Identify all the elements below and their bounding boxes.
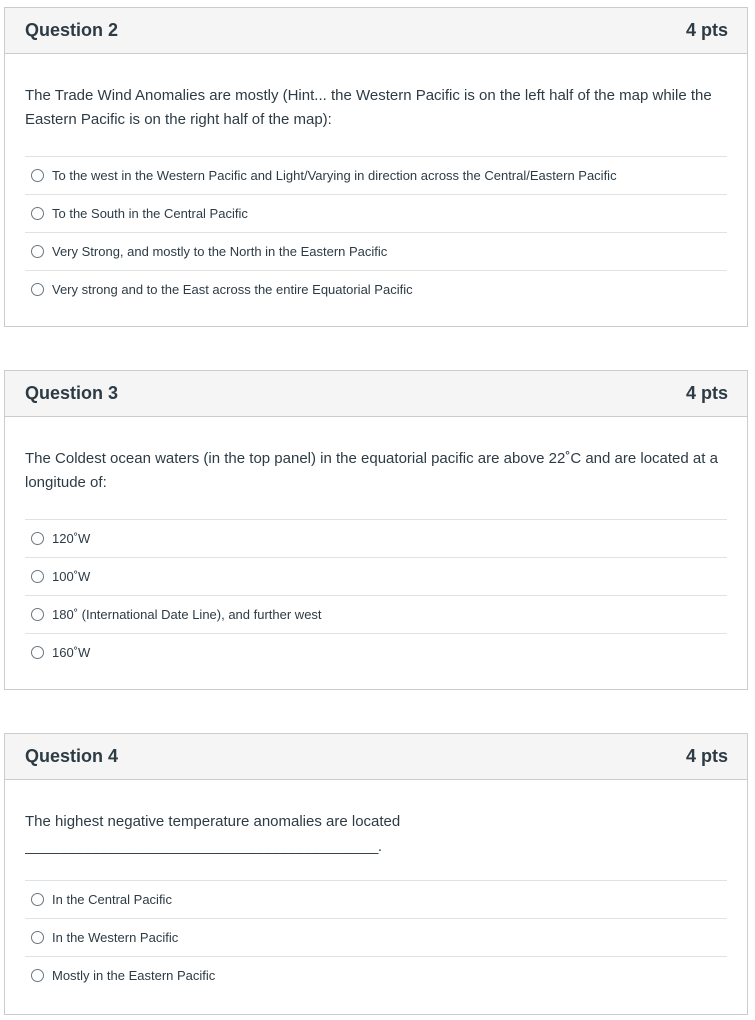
question-header <box>5 734 747 780</box>
radio-button[interactable] <box>31 169 44 182</box>
question-3 <box>4 370 748 690</box>
answer-label: Mostly in the Eastern Pacific <box>52 968 216 983</box>
question-points: 4 pts <box>685 746 728 766</box>
radio-button[interactable] <box>31 207 44 220</box>
question-text: The Trade Wind Anomalies are mostly (Hint... the Western Pacific is on the left half of the map while the Eastern Pacific is on the right half of the map): <box>25 87 712 128</box>
question-4 <box>4 733 748 1015</box>
answer-option[interactable] <box>25 271 727 308</box>
answer-label: To the South in the Central Pacific <box>52 206 248 221</box>
question-body <box>5 417 747 671</box>
answer-label: In the Central Pacific <box>52 892 172 907</box>
radio-button[interactable] <box>31 893 44 906</box>
radio-button[interactable] <box>31 931 44 944</box>
answer-option[interactable] <box>25 957 727 994</box>
answer-option[interactable] <box>25 520 727 558</box>
answer-option[interactable] <box>25 634 727 671</box>
answer-list <box>25 156 727 308</box>
answer-option[interactable] <box>25 596 727 634</box>
answer-label: Very strong and to the East across the entire Equatorial Pacific <box>52 282 413 297</box>
question-text <box>25 810 727 856</box>
question-points: 4 pts <box>685 20 728 40</box>
answer-label: Very Strong, and mostly to the North in the Eastern Pacific <box>52 244 388 259</box>
answer-label: 120˚W <box>52 531 91 546</box>
answer-option[interactable] <box>25 558 727 596</box>
answer-option[interactable] <box>25 157 727 195</box>
answer-label: 180˚ (International Date Line), and further west <box>52 607 322 622</box>
answer-label: 100˚W <box>52 569 91 584</box>
question-points: 4 pts <box>685 383 728 403</box>
question-2 <box>4 7 748 327</box>
answer-label: To the west in the Western Pacific and Light/Varying in direction across the Central/Eastern Pacific <box>52 168 617 183</box>
radio-button[interactable] <box>31 570 44 583</box>
question-text-main: The highest negative temperature anomalies are located <box>25 813 401 830</box>
question-title: Question 3 <box>25 383 119 403</box>
answer-option[interactable] <box>25 195 727 233</box>
question-text: The Coldest ocean waters (in the top panel) in the equatorial pacific are above 22˚C and are located at a longitude of: <box>25 450 718 491</box>
radio-button[interactable] <box>31 608 44 621</box>
radio-button[interactable] <box>31 646 44 659</box>
question-header <box>5 371 747 417</box>
answer-label: In the Western Pacific <box>52 930 179 945</box>
answer-option[interactable] <box>25 233 727 271</box>
answer-option[interactable] <box>25 881 727 919</box>
answer-list <box>25 880 727 994</box>
radio-button[interactable] <box>31 969 44 982</box>
question-body <box>5 54 747 308</box>
radio-button[interactable] <box>31 283 44 296</box>
answer-label: 160˚W <box>52 645 91 660</box>
answer-list <box>25 519 727 671</box>
fill-in-blank-line: _____________________________________________. <box>25 838 382 855</box>
question-title: Question 2 <box>25 20 119 40</box>
question-header <box>5 8 747 54</box>
radio-button[interactable] <box>31 532 44 545</box>
question-body <box>5 780 747 994</box>
answer-option[interactable] <box>25 919 727 957</box>
question-title: Question 4 <box>25 746 119 766</box>
radio-button[interactable] <box>31 245 44 258</box>
